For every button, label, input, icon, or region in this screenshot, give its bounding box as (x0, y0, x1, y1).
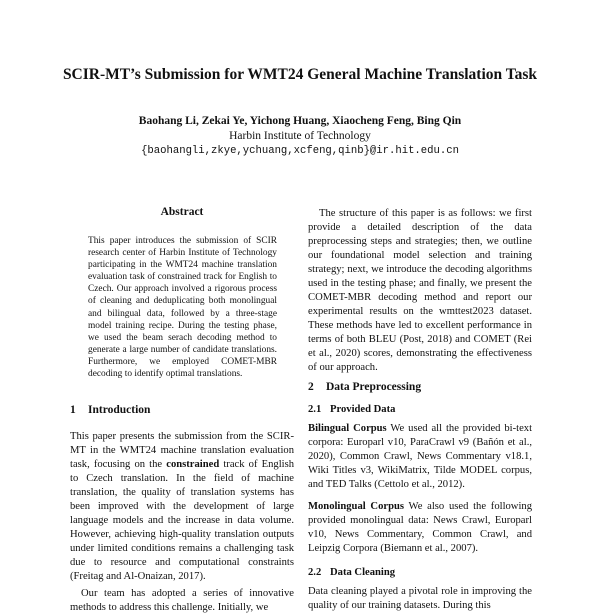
structure-text: The structure of this paper is as follows: we first provide a detailed description of the data preprocessing steps and strategies; then, we outline our foundational model selection and training strategy; next, we introduce the decoding algorithms used in the testing phase; and finally, we present the COMET-MBR decoding method and report our experimental results on the wmttest2023 dataset. These methods have led to excellent performance in terms of both BLEU (Post, 2018) and COMET (Rei et al., 2020) scores, demonstrating the effectiveness of our approach. (308, 208, 532, 373)
intro-title: Introduction (88, 404, 151, 416)
bilingual-corpus-text: We used all the provided bi-text corpora: Europarl v10, ParaCrawl v9 (Bañón et al., 2020), Common Crawl, News Commentary v18.1, Wiki Titles v3, WikiMatrix, Tilde MODEL corpus, and TED Talks (Cettolo et al., 2012). (308, 423, 533, 490)
structure-paragraph (308, 207, 532, 375)
abstract-heading: Abstract (160, 206, 204, 218)
author-list: Baohang Li, Zekai Ye, Yichong Huang, Xiaocheng Feng, Bing Qin (138, 115, 462, 127)
email-addresses: {baohangli,zkye,ychuang,xcfeng,qinb}@ir.hit.edu.cn (141, 145, 459, 157)
subsection-2-1-title: Provided Data (330, 404, 396, 415)
monolingual-corpus-text: We also used the following provided monolingual data: News Crawl, Europarl v10, News Commentary, Common Crawl, and Leipzig Corpora (Biemann et al., 2007). (308, 501, 532, 554)
subsection-2-2-title: Data Cleaning (330, 567, 396, 578)
affiliation: Harbin Institute of Technology (229, 130, 371, 142)
paper-title: SCIR-MT’s Submission for WMT24 General Machine Translation Task (62, 66, 538, 83)
bilingual-corpus-label: Bilingual Corpus (308, 423, 387, 434)
intro-heading (70, 403, 294, 417)
intro-p1-text-rest: track of English to Czech translation. In the field of machine translation, the quality of translation systems has been improved with the development of large language models and the increase in data volume. However, achieving high-quality translation outputs under limited conditions remains a challenging task due to resource and computational constraints (Freitag and Al-Onaizan, 2017). (70, 459, 294, 582)
data-preprocessing-heading (308, 380, 532, 394)
intro-number: 1 (70, 404, 76, 416)
monolingual-corpus-label: Monolingual Corpus (308, 501, 404, 512)
abstract-body: This paper introduces the submission of SCIR research center of Harbin Institute of Technology participating in the WMT24 machine translation evaluation task of constrained track for English to Czech. Our approach involved a rigorous process of cleaning and deduplicating both monolingual and bilingual data, followed by a three-stage model training recipe. During the testing phase, we used the beam serach decoding method to generate a large number of candidate translations. Furthermore, we employed COMET-MBR decoding to identify optimal translations. (88, 236, 277, 380)
subsection-2-2-number: 2.2 (308, 567, 322, 578)
section-2-title: Data Preprocessing (326, 381, 422, 393)
data-cleaning-text: Data cleaning played a pivotal role in improving the quality of our training datasets. During this (308, 586, 532, 611)
subsection-2-1-number: 2.1 (308, 404, 322, 415)
intro-p1-bold: constrained (166, 459, 220, 470)
data-preprocessing-section (308, 380, 532, 613)
bilingual-corpus-paragraph (308, 422, 532, 492)
intro-section (70, 403, 294, 615)
intro-paragraph-1 (70, 430, 294, 584)
provided-data-heading (308, 403, 532, 417)
intro-paragraph-2: Our team has adopted a series of innovative methods to address this challenge. Initially, we (70, 588, 294, 613)
data-cleaning-heading (308, 566, 532, 580)
monolingual-corpus-paragraph (308, 500, 532, 556)
intro-p1-text: This paper presents the submission from the SCIR-MT in the WMT24 machine translation evaluation task, focusing on the (70, 431, 294, 470)
section-2-number: 2 (308, 381, 314, 393)
